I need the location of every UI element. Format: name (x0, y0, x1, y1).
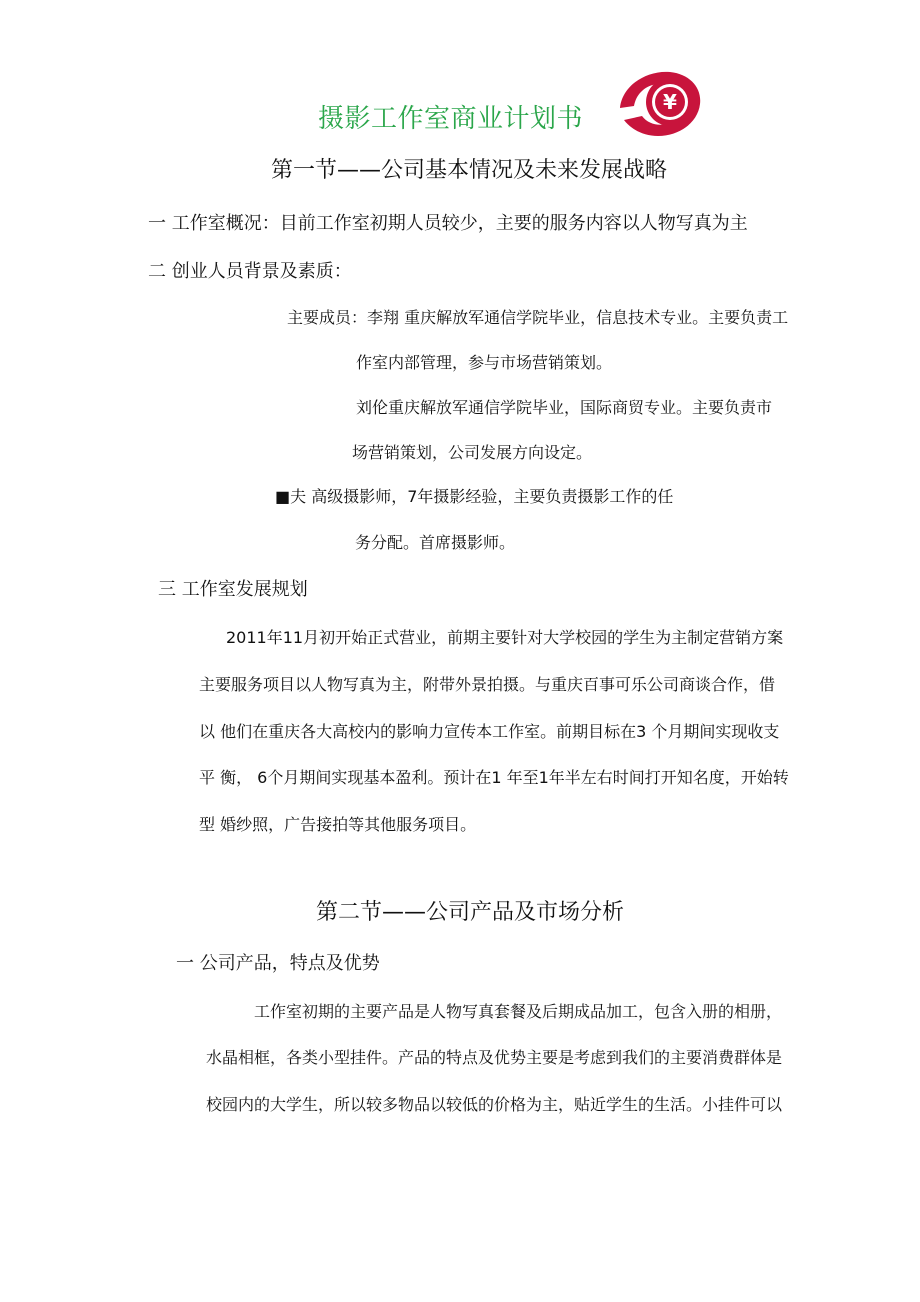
plan-line-3: 以 他们在重庆各大高校内的影响力宣传本工作室。前期目标在3 个月期间实现收支 (199, 722, 780, 741)
plan-line-2: 主要服务项目以人物写真为主，附带外景拍摄。与重庆百事可乐公司商谈合作，借 (199, 675, 776, 694)
section1-item2: 二 创业人员背景及素质： (148, 261, 352, 282)
member-line-1: 主要成员：李翔 重庆解放军通信学院毕业，信息技术专业。主要负责工 (287, 308, 789, 327)
section1-item1: 一 工作室概况：目前工作室初期人员较少，主要的服务内容以人物写真为主 (148, 213, 748, 234)
member-line-5: ■夫 高级摄影师，7年摄影经验，主要负责摄影工作的任 (275, 487, 674, 506)
section1-heading: 第一节——公司基本情况及未来发展战略 (271, 158, 668, 183)
section1-item3: 三 工作室发展规划 (158, 579, 308, 600)
section2-heading: 第二节——公司产品及市场分析 (316, 900, 625, 925)
body-line-2: 水晶相框，各类小型挂件。产品的特点及优势主要是考虑到我们的主要消费群体是 (206, 1048, 783, 1067)
member-line-6: 务分配。首席摄影师。 (355, 533, 516, 552)
yuan-logo-icon (612, 66, 704, 140)
member-line-3: 刘伦重庆解放军通信学院毕业，国际商贸专业。主要负责市 (356, 398, 773, 417)
plan-line-1: 2011年11月初开始正式营业，前期主要针对大学校园的学生为主制定营销方案 (226, 628, 784, 647)
document-title: 摄影工作室商业计划书 (318, 104, 584, 134)
body-line-3: 校园内的大学生，所以较多物品以较低的价格为主，贴近学生的生活。小挂件可以 (206, 1095, 783, 1114)
member-line-4: 场营销策划，公司发展方向设定。 (352, 443, 593, 462)
plan-line-5: 型 婚纱照，广告接拍等其他服务项目。 (199, 815, 477, 834)
member-line-2: 作室内部管理，参与市场营销策划。 (356, 353, 613, 372)
section2-item1: 一 公司产品，特点及优势 (176, 953, 380, 974)
logo-symbol: ¥ (663, 90, 677, 114)
body-line-1: 工作室初期的主要产品是人物写真套餐及后期成品加工，包含入册的相册， (254, 1002, 783, 1021)
plan-line-4: 平 衡， 6个月期间实现基本盈利。预计在1 年至1年半左右时间打开知名度，开始转 (199, 768, 789, 787)
